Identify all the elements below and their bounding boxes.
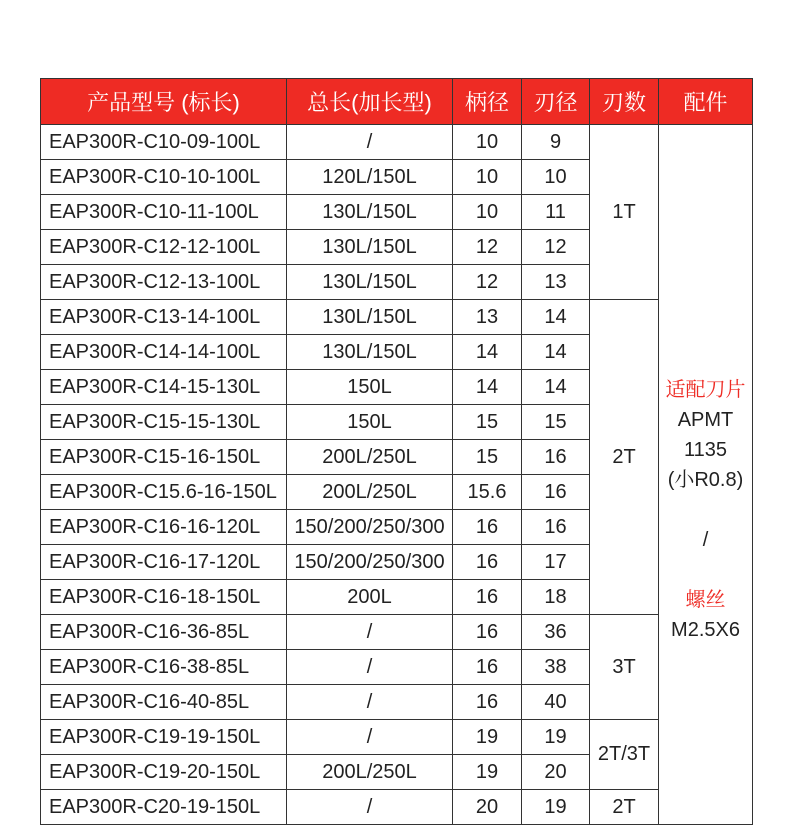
cell-shank: 16 (453, 510, 522, 545)
table-row (41, 720, 753, 755)
cell-model: EAP300R-C19-20-150L (41, 755, 287, 790)
cell-diameter: 18 (522, 580, 590, 615)
cell-shank: 20 (453, 790, 522, 825)
cell-total-length: / (287, 650, 453, 685)
cell-diameter: 38 (522, 650, 590, 685)
cell-total-length: / (287, 615, 453, 650)
cell-diameter: 9 (522, 125, 590, 160)
cell-shank: 12 (453, 265, 522, 300)
cell-model: EAP300R-C16-16-120L (41, 510, 287, 545)
cell-diameter: 14 (522, 335, 590, 370)
accessory-screw-label: 螺丝 (685, 589, 726, 611)
cell-total-length: 150L (287, 405, 453, 440)
cell-shank: 19 (453, 720, 522, 755)
cell-shank: 10 (453, 160, 522, 195)
cell-total-length: 200L/250L (287, 440, 453, 475)
cell-diameter: 19 (522, 720, 590, 755)
cell-shank: 14 (453, 370, 522, 405)
cell-total-length: 150/200/250/300 (287, 545, 453, 580)
cell-total-length: 150L (287, 370, 453, 405)
cell-total-length: 130L/150L (287, 195, 453, 230)
cell-shank: 14 (453, 335, 522, 370)
cell-total-length: 130L/150L (287, 335, 453, 370)
cell-diameter: 36 (522, 615, 590, 650)
cell-flutes-group: 1T (590, 125, 659, 300)
cell-total-length: 130L/150L (287, 265, 453, 300)
cell-diameter: 13 (522, 265, 590, 300)
cell-shank: 16 (453, 580, 522, 615)
cell-diameter: 10 (522, 160, 590, 195)
cell-shank: 16 (453, 685, 522, 720)
cell-diameter: 16 (522, 475, 590, 510)
cell-total-length: 130L/150L (287, 300, 453, 335)
header-total-length: 总长(加长型) (287, 79, 453, 125)
cell-shank: 15 (453, 405, 522, 440)
cell-model: EAP300R-C16-17-120L (41, 545, 287, 580)
cell-diameter: 11 (522, 195, 590, 230)
cell-model: EAP300R-C15-16-150L (41, 440, 287, 475)
table-row (41, 615, 753, 650)
table-row (41, 790, 753, 825)
cell-total-length: 200L/250L (287, 475, 453, 510)
accessory-insert-size: 1135 (683, 439, 727, 461)
cell-total-length: 120L/150L (287, 160, 453, 195)
spec-table-container (40, 78, 752, 825)
cell-shank: 10 (453, 125, 522, 160)
cell-model: EAP300R-C16-36-85L (41, 615, 287, 650)
header-accessory: 配件 (659, 79, 753, 125)
cell-model: EAP300R-C15.6-16-150L (41, 475, 287, 510)
accessory-insert-model: APMT (677, 409, 734, 431)
cell-model: EAP300R-C12-13-100L (41, 265, 287, 300)
cell-model: EAP300R-C14-15-130L (41, 370, 287, 405)
cell-diameter: 40 (522, 685, 590, 720)
cell-model: EAP300R-C20-19-150L (41, 790, 287, 825)
header-cutting-diameter: 刃径 (522, 79, 590, 125)
spec-table (40, 78, 753, 825)
cell-shank: 16 (453, 615, 522, 650)
cell-model: EAP300R-C16-38-85L (41, 650, 287, 685)
cell-total-length: / (287, 720, 453, 755)
cell-shank: 12 (453, 230, 522, 265)
cell-total-length: / (287, 685, 453, 720)
cell-total-length: 200L/250L (287, 755, 453, 790)
cell-model: EAP300R-C10-11-100L (41, 195, 287, 230)
cell-total-length: / (287, 125, 453, 160)
cell-shank: 15.6 (453, 475, 522, 510)
table-header-row (41, 79, 753, 125)
cell-model: EAP300R-C10-09-100L (41, 125, 287, 160)
cell-model: EAP300R-C14-14-100L (41, 335, 287, 370)
cell-total-length: 130L/150L (287, 230, 453, 265)
cell-diameter: 20 (522, 755, 590, 790)
accessory-insert-label: 适配刀片 (665, 379, 746, 401)
cell-diameter: 14 (522, 370, 590, 405)
cell-shank: 13 (453, 300, 522, 335)
cell-diameter: 19 (522, 790, 590, 825)
cell-shank: 15 (453, 440, 522, 475)
cell-total-length: / (287, 790, 453, 825)
cell-model: EAP300R-C10-10-100L (41, 160, 287, 195)
cell-shank: 10 (453, 195, 522, 230)
accessory-screw-size: M2.5X6 (671, 619, 740, 641)
cell-shank: 19 (453, 755, 522, 790)
cell-shank: 16 (453, 650, 522, 685)
cell-model: EAP300R-C16-18-150L (41, 580, 287, 615)
cell-accessory (659, 125, 753, 825)
cell-flutes-group: 3T (590, 615, 659, 720)
cell-diameter: 16 (522, 510, 590, 545)
header-model: 产品型号 (标长) (41, 79, 287, 125)
table-row (41, 300, 753, 335)
cell-model: EAP300R-C15-15-130L (41, 405, 287, 440)
cell-total-length: 150/200/250/300 (287, 510, 453, 545)
table-row (41, 125, 753, 160)
cell-model: EAP300R-C13-14-100L (41, 300, 287, 335)
header-shank-diameter: 柄径 (453, 79, 522, 125)
accessory-separator: / (702, 529, 709, 551)
cell-diameter: 15 (522, 405, 590, 440)
cell-model: EAP300R-C16-40-85L (41, 685, 287, 720)
cell-model: EAP300R-C12-12-100L (41, 230, 287, 265)
cell-total-length: 200L (287, 580, 453, 615)
cell-diameter: 17 (522, 545, 590, 580)
cell-diameter: 16 (522, 440, 590, 475)
cell-model: EAP300R-C19-19-150L (41, 720, 287, 755)
cell-flutes-group: 2T (590, 300, 659, 615)
accessory-insert-radius: (小R0.8) (667, 469, 744, 491)
cell-flutes-group: 2T (590, 790, 659, 825)
cell-diameter: 14 (522, 300, 590, 335)
cell-diameter: 12 (522, 230, 590, 265)
cell-flutes-group: 2T/3T (590, 720, 659, 790)
cell-shank: 16 (453, 545, 522, 580)
header-flutes: 刃数 (590, 79, 659, 125)
